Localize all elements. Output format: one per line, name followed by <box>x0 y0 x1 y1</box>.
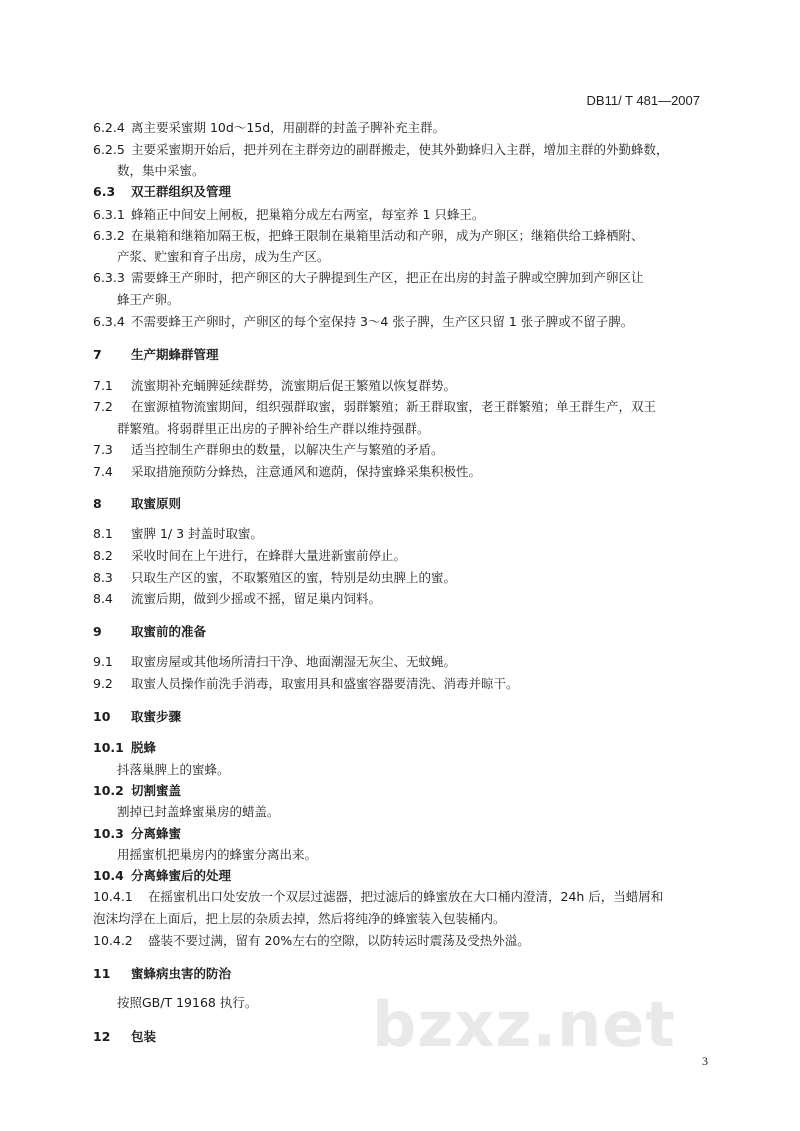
clause-text: 在摇蜜机出口处安放一个双层过滤器，把过滤后的蜂蜜放在大口桶内澄清，24h 后，当蜡屑和 <box>148 889 664 904</box>
text-line <box>93 548 406 564</box>
text-line <box>93 228 644 244</box>
clause-number: 8.2 <box>93 548 113 563</box>
clause-number: 6.2.5 <box>93 142 125 157</box>
clause-text: 用摇蜜机把巢房内的蜂蜜分离出来。 <box>117 847 318 862</box>
clause-number: 12 <box>93 1029 111 1044</box>
text-line <box>93 709 181 725</box>
text-line <box>93 868 231 884</box>
text-line <box>117 762 230 778</box>
clause-text: 群繁殖。将弱群里正出房的子脾补给生产群以维持强群。 <box>117 421 430 436</box>
clause-number: 10.1 <box>93 740 124 755</box>
text-line <box>93 347 219 363</box>
text-line <box>93 464 481 480</box>
clause-text: 割掉已封盖蜂蜜巢房的蜡盖。 <box>117 804 280 819</box>
text-line <box>93 496 181 512</box>
clause-text: 抖落巢脾上的蜜蜂。 <box>117 762 230 777</box>
clause-text: 只取生产区的蜜，不取繁殖区的蜜，特别是幼虫脾上的蜜。 <box>131 570 457 585</box>
clause-number: 10.4.1 <box>93 889 133 904</box>
clause-number: 10.4.2 <box>93 933 133 948</box>
clause-text: 取蜜步骤 <box>131 709 182 724</box>
clause-text: 取蜜房屋或其他场所清扫干净、地面潮湿无灰尘、无蚊蝇。 <box>131 654 457 669</box>
text-line <box>93 378 456 394</box>
text-line <box>93 889 663 905</box>
text-line <box>93 676 519 692</box>
clause-text: 分离蜂蜜 <box>131 826 182 841</box>
clause-text: 流蜜期补充蛹脾延续群势，流蜜期后促王繁殖以恢复群势。 <box>131 378 457 393</box>
clause-number: 11 <box>93 966 111 981</box>
text-line <box>93 826 181 842</box>
clause-number: 10.3 <box>93 826 124 841</box>
clause-text: 取蜜人员操作前洗手消毒，取蜜用具和盛蜜容器要清洗、消毒并晾干。 <box>131 676 519 691</box>
clause-text: 采取措施预防分蜂热，注意通风和遮荫，保持蜜蜂采集积极性。 <box>131 464 482 479</box>
clause-text: 数，集中采蜜。 <box>117 163 205 178</box>
clause-number: 10.2 <box>93 783 124 798</box>
clause-number: 6.2.4 <box>93 120 125 135</box>
clause-number: 6.3 <box>93 184 116 199</box>
text-line <box>93 120 445 136</box>
text-line <box>117 847 317 863</box>
clause-text: 包装 <box>131 1029 157 1044</box>
clause-text: 分离蜂蜜后的处理 <box>131 868 232 883</box>
text-line <box>93 783 181 799</box>
clause-text: 不需要蜂王产卵时，产卵区的每个室保持 3～4 张子脾，生产区只留 1 张子脾或不留子脾。 <box>131 314 634 329</box>
text-line <box>93 184 231 200</box>
text-line <box>93 624 206 640</box>
clause-text: 按照GB/T 19168 执行。 <box>117 995 258 1010</box>
text-line <box>93 933 530 949</box>
clause-text: 泡沫均浮在上面后，把上层的杂质去掉，然后将纯净的蜂蜜装入包装桶内。 <box>93 911 506 926</box>
clause-text: 蜂箱正中间安上闸板，把巢箱分成左右两室，每室养 1 只蜂王。 <box>131 207 485 222</box>
clause-number: 8 <box>93 496 102 511</box>
text-line <box>117 995 257 1011</box>
clause-text: 采收时间在上午进行，在蜂群大量进新蜜前停止。 <box>131 548 407 563</box>
clause-text: 取蜜前的准备 <box>131 624 207 639</box>
clause-text: 离主要采蜜期 10d～15d，用副群的封盖子脾补充主群。 <box>131 120 446 135</box>
clause-number: 9.1 <box>93 654 113 669</box>
document-id-header: DB11/ T 481—2007 <box>586 93 700 108</box>
clause-number: 6.3.1 <box>93 207 125 222</box>
clause-text: 产浆、贮蜜和育子出房，成为生产区。 <box>117 249 330 264</box>
text-line <box>93 399 656 415</box>
clause-number: 8.4 <box>93 591 113 606</box>
text-line <box>93 207 484 223</box>
text-line <box>93 591 381 607</box>
clause-number: 7.1 <box>93 378 113 393</box>
clause-text: 蜜脾 1/ 3 封盖时取蜜。 <box>131 526 264 541</box>
text-line <box>117 249 330 265</box>
clause-text: 盛装不要过满，留有 20%左右的空隙，以防转运时震荡及受热外溢。 <box>148 933 530 948</box>
clause-number: 9.2 <box>93 676 113 691</box>
clause-text: 双王群组织及管理 <box>131 184 232 199</box>
site-watermark: bzxz.net <box>372 988 676 1061</box>
clause-text: 蜂王产卵。 <box>117 292 180 307</box>
text-line <box>117 292 180 308</box>
clause-text: 适当控制生产群卵虫的数量，以解决生产与繁殖的矛盾。 <box>131 442 444 457</box>
text-line <box>117 804 280 820</box>
clause-number: 10.4 <box>93 868 124 883</box>
page-number: 3 <box>702 1054 708 1068</box>
clause-text: 流蜜后期，做到少摇或不摇，留足巢内饲料。 <box>131 591 382 606</box>
clause-text: 切割蜜盖 <box>131 783 182 798</box>
text-line <box>93 314 633 330</box>
text-line <box>93 442 444 458</box>
clause-text: 需要蜂王产卵时，把产卵区的大子脾提到生产区，把正在出房的封盖子脾或空脾加到产卵区让 <box>131 270 644 285</box>
text-line <box>93 270 644 286</box>
clause-text: 在蜜源植物流蜜期间，组织强群取蜜，弱群繁殖；新王群取蜜，老王群繁殖；单王群生产，双王 <box>131 399 657 414</box>
text-line <box>93 526 263 542</box>
clause-number: 6.3.4 <box>93 314 125 329</box>
clause-number: 6.3.3 <box>93 270 125 285</box>
clause-text: 主要采蜜期开始后，把并列在主群旁边的副群搬走，使其外勤蜂归入主群，增加主群的外勤蜂数， <box>131 142 669 157</box>
clause-number: 7.3 <box>93 442 113 457</box>
clause-number: 7 <box>93 347 102 362</box>
clause-number: 6.3.2 <box>93 228 125 243</box>
clause-number: 8.3 <box>93 570 113 585</box>
text-line <box>117 421 430 437</box>
text-line <box>93 966 231 982</box>
text-line <box>93 654 456 670</box>
text-line <box>93 911 506 927</box>
text-line <box>93 570 456 586</box>
text-line <box>117 163 205 179</box>
clause-number: 10 <box>93 709 111 724</box>
text-line <box>93 142 669 158</box>
clause-number: 7.4 <box>93 464 113 479</box>
clause-text: 取蜜原则 <box>131 496 182 511</box>
text-line <box>93 1029 156 1045</box>
clause-text: 脱蜂 <box>131 740 157 755</box>
clause-number: 7.2 <box>93 399 113 414</box>
text-line <box>93 740 156 756</box>
clause-text: 生产期蜂群管理 <box>131 347 219 362</box>
clause-number: 9 <box>93 624 102 639</box>
clause-number: 8.1 <box>93 526 113 541</box>
clause-text: 蜜蜂病虫害的防治 <box>131 966 232 981</box>
clause-text: 在巢箱和继箱加隔王板，把蜂王限制在巢箱里活动和产卵，成为产卵区；继箱供给工蜂栖附、 <box>131 228 644 243</box>
